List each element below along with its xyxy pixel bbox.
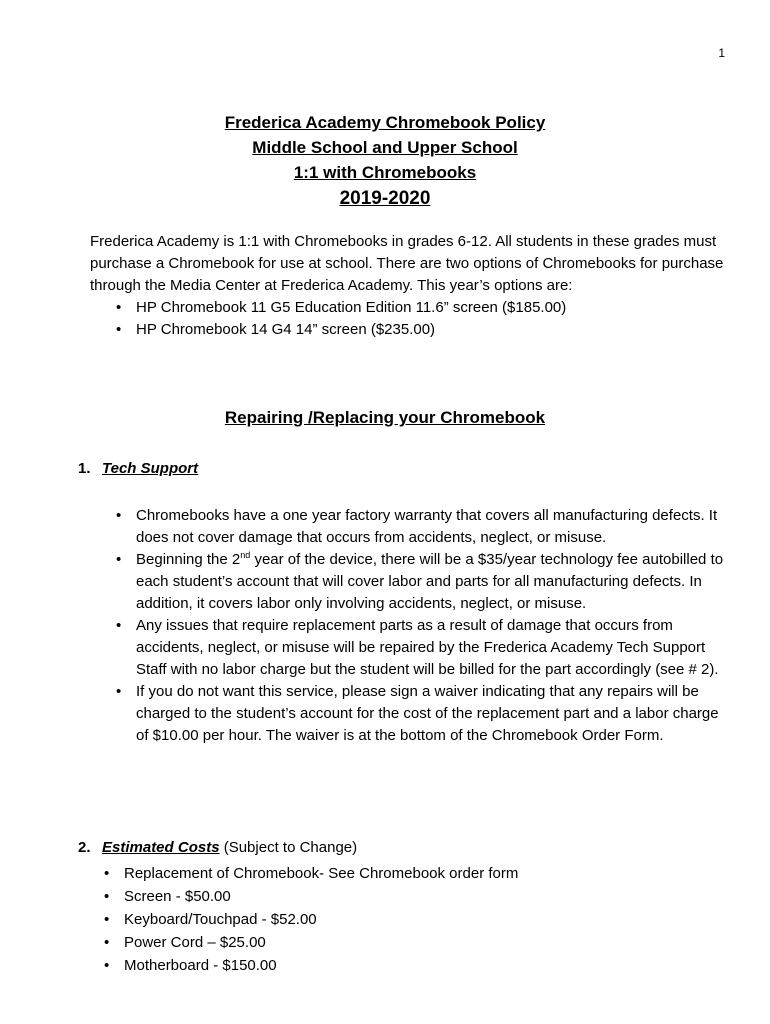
superscript: nd: [240, 550, 251, 560]
list-item: • HP Chromebook 14 G4 14” screen ($235.00): [113, 319, 730, 341]
heading-number: 1.: [78, 460, 91, 477]
section-heading: Repairing /Replacing your Chromebook: [224, 408, 546, 427]
list-item: • Motherboard - $150.00: [101, 954, 721, 977]
bullet-icon: •: [104, 957, 110, 974]
title-line-2: Middle School and Upper School: [252, 138, 518, 157]
title-line-3: 1:1 with Chromebooks: [293, 163, 477, 182]
title-line-1: Frederica Academy Chromebook Policy: [224, 113, 546, 132]
title-block: [0, 110, 770, 213]
bullet-icon: •: [116, 507, 122, 524]
bullet-icon: •: [116, 617, 122, 634]
intro-section: [90, 231, 730, 341]
estimated-costs-heading: [78, 839, 357, 856]
list-item: • HP Chromebook 11 G5 Education Edition 11.6” screen ($185.00): [113, 297, 730, 319]
bullet-icon: •: [116, 299, 122, 316]
bullet-icon: •: [116, 683, 122, 700]
list-item: • Keyboard/Touchpad - $52.00: [101, 908, 721, 931]
page-number: 1: [718, 46, 725, 60]
heading-number: 2.: [78, 839, 91, 856]
bullet-icon: •: [104, 865, 110, 882]
bullet-icon: •: [104, 934, 110, 951]
tech-support-heading: [78, 460, 198, 477]
list-item: • Power Cord – $25.00: [101, 931, 721, 954]
title-year: 2019-2020: [339, 188, 431, 209]
bullet-icon: •: [116, 321, 122, 338]
list-item: • If you do not want this service, please sign a waiver indicating that any repairs will be charged to the student’s account for the cost of the replacement part and a labor charge of $10.00 per hour. The waiver is at the bottom of the Chromebook Order Form.: [116, 683, 719, 744]
heading-label: Tech Support: [102, 460, 199, 477]
bullet-icon: •: [104, 911, 110, 928]
list-item: • Beginning the 2nd year of the device, there will be a $35/year technology fee autobilled to each student’s account that will cover labor and parts for all manufacturing defects. In addition, it covers labor only involving accidents, neglect, or misuse.: [116, 550, 724, 612]
intro-paragraph: Frederica Academy is 1:1 with Chromebooks in grades 6-12. All students in these grades must purchase a Chromebook for use at school. There are two options of Chromebooks for purchase through the Media Center at Frederica Academy. This year’s options are:: [90, 233, 724, 294]
heading-label: Estimated Costs: [102, 839, 220, 856]
list-item: • Chromebooks have a one year factory warranty that covers all manufacturing defects. It does not cover damage that occurs from accidents, neglect, or misuse.: [116, 507, 718, 546]
heading-note: (Subject to Change): [219, 839, 358, 856]
tech-support-list: [113, 505, 733, 747]
list-item: • Screen - $50.00: [101, 885, 721, 908]
list-item: • Any issues that require replacement parts as a result of damage that occurs from accidents, neglect, or misuse will be repaired by the Frederica Academy Tech Support Staff with no labor charge but the student will be billed for the part accordingly (see # 2).: [116, 617, 719, 678]
chromebook-options-list: [113, 297, 730, 341]
list-item: • Replacement of Chromebook- See Chromebook order form: [101, 862, 721, 885]
estimated-costs-list: [101, 862, 721, 977]
bullet-icon: •: [116, 551, 122, 568]
bullet-icon: •: [104, 888, 110, 905]
